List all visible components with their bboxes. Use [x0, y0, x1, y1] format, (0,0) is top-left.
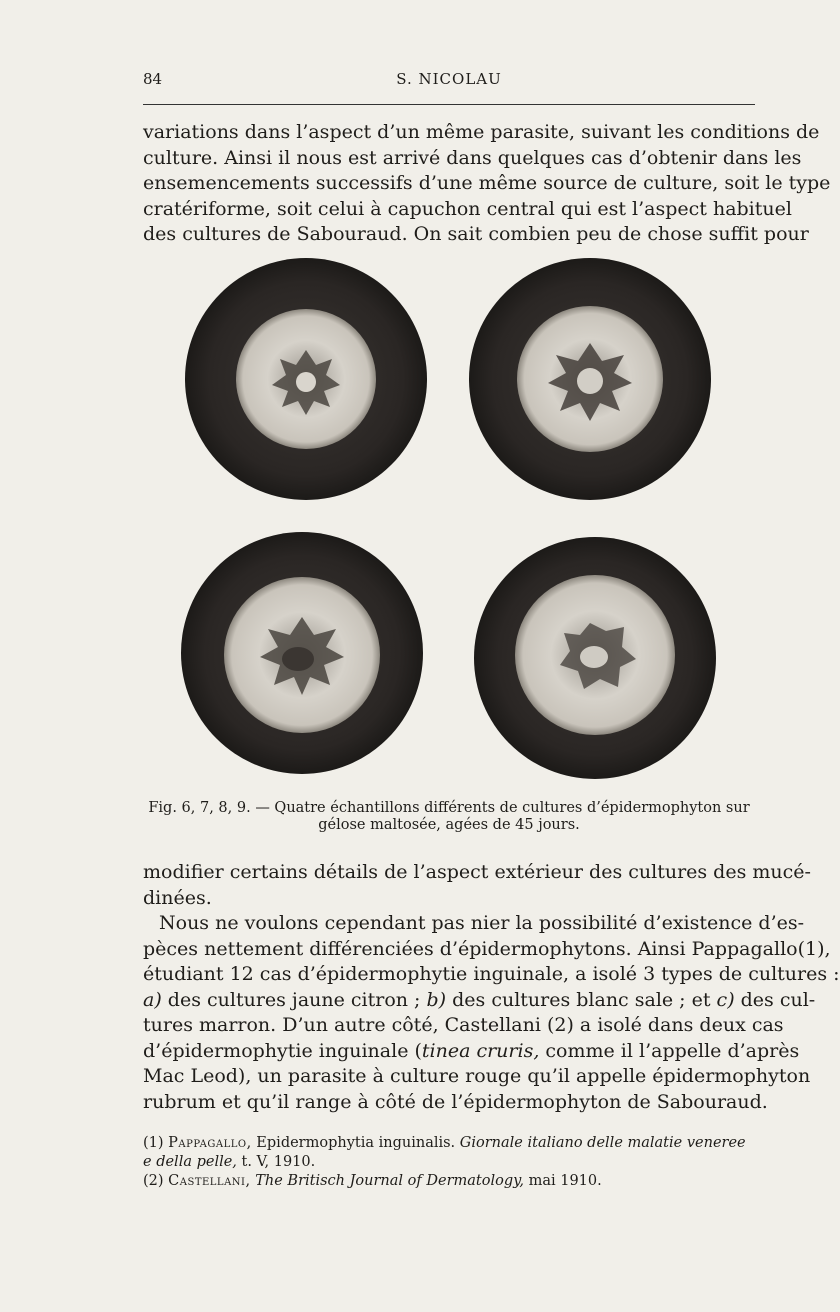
footnote-number: (1): [143, 1135, 169, 1151]
figure-caption: [143, 800, 755, 834]
text-run: d’épidermophytie inguinale (: [143, 1039, 422, 1062]
footnote-author: Pappagallo,: [168, 1135, 252, 1151]
text-line: cratériforme, soit celui à capuchon central qui est l’aspect habituel: [143, 197, 792, 220]
header-rule: [143, 104, 755, 105]
footnote-details: t. V, 1910.: [236, 1154, 316, 1170]
text-line: culture. Ainsi il nous est arrivé dans quelques cas d’obtenir dans les: [143, 146, 802, 169]
footnote-2: [143, 1172, 755, 1191]
text-line: Mac Leod), un parasite à culture rouge qu’il appelle épidermophyton: [143, 1065, 811, 1087]
text-run: des cul-: [734, 988, 816, 1011]
text-line: pèces nettement différenciées d’épidermophytons. Ainsi Pappagallo(1),: [143, 937, 831, 960]
culture-dish-4: [474, 537, 716, 779]
footnote-title: Epidermophytia inguinalis.: [251, 1135, 460, 1151]
culture-dish-2: [469, 258, 711, 500]
paragraph-3: [143, 911, 840, 1115]
footnote-number: (2): [143, 1173, 169, 1189]
page-number: 84: [143, 70, 163, 88]
footnote-journal: e della pelle,: [143, 1154, 237, 1170]
footnote-journal: The Britisch Journal of Dermatology,: [250, 1173, 524, 1189]
footnote-author: Castellani,: [168, 1173, 251, 1189]
text-line: variations dans l’aspect d’un même parasite, suivant les conditions de: [143, 121, 820, 143]
item-marker: a): [143, 988, 162, 1011]
paragraph-1: [143, 120, 831, 248]
paragraph-2: [143, 860, 811, 911]
running-head-author: S. NICOLAU: [396, 70, 502, 88]
footnote-details: mai 1910.: [523, 1173, 602, 1189]
text-line: étudiant 12 cas d’épidermophytie inguinale, a isolé 3 types de cultures :: [143, 963, 840, 985]
text-line: dinées.: [143, 886, 212, 909]
text-line: ensemencements successifs d’une même source de culture, soit le type: [143, 172, 831, 194]
text-line: tures marron. D’un autre côté, Castellani (2) a isolé dans deux cas: [143, 1014, 784, 1036]
figure-culture-dishes: [180, 255, 725, 785]
text-run: des cultures blanc sale ; et: [446, 988, 717, 1011]
culture-dishes-photo: [180, 255, 725, 785]
italic-term: tinea cruris,: [421, 1039, 540, 1062]
item-marker: b): [426, 988, 447, 1011]
item-marker: c): [716, 988, 735, 1011]
footnote-1-continued: [143, 1153, 755, 1172]
caption-line: gélose maltosée, agées de 45 jours.: [318, 817, 580, 833]
running-header: [143, 70, 755, 94]
text-line: [143, 988, 816, 1014]
text-line: rubrum et qu’il range à côté de l’épidermophyton de Sabouraud.: [143, 1090, 768, 1113]
text-line: des cultures de Sabouraud. On sait combien peu de chose suffit pour: [143, 223, 809, 245]
text-line: [143, 1039, 800, 1065]
footnote-1: [143, 1134, 755, 1153]
text-line: Nous ne voulons cependant pas nier la possibilité d’existence d’es-: [159, 912, 805, 934]
culture-dish-1: [185, 258, 427, 500]
caption-line: Fig. 6, 7, 8, 9. — Quatre échantillons différents de cultures d’épidermophyton sur: [148, 800, 750, 816]
text-run: comme il l’appelle d’après: [539, 1039, 800, 1062]
culture-dish-3: [181, 532, 423, 774]
footnote-journal: Giornale italiano delle malatie veneree: [459, 1135, 746, 1151]
footnotes: [143, 1134, 755, 1191]
text-run: des cultures jaune citron ;: [161, 988, 427, 1011]
text-line: modifier certains détails de l’aspect extérieur des cultures des mucé-: [143, 861, 811, 883]
